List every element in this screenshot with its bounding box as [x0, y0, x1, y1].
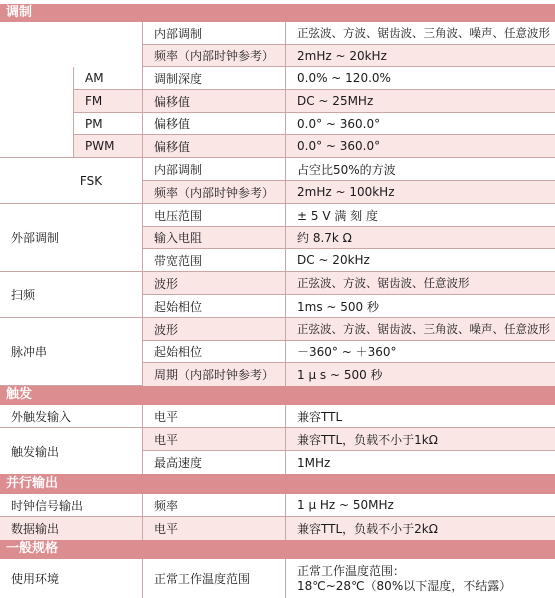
am-value: 0.0% ~ 120.0% [286, 67, 555, 90]
pwm-param: 偏移值 [143, 135, 286, 158]
section-header-general: 一般规格 [0, 540, 555, 559]
data-output-level-value: 兼容TTL，负载不小于2kΩ [286, 517, 555, 540]
fsk-internal-label: 内部调制 [143, 158, 286, 181]
burst-waveform-label: 波形 [143, 318, 286, 341]
fm-param: 偏移值 [143, 90, 286, 113]
operating-temp-line1: 正常工作温度范围： [297, 563, 406, 578]
burst-period-value: 1 μ s ~ 500 秒 [286, 363, 555, 386]
trigger-output-name: 触发输出 [0, 428, 143, 474]
sweep-waveform-value: 正弦波、方波、锯齿波、任意波形 [286, 272, 555, 295]
pm-param: 偏移值 [143, 113, 286, 135]
pm-name: PM [74, 113, 143, 135]
fsk-frequency-value: 2mHz ~ 100kHz [286, 181, 555, 204]
trigger-output-level-value: 兼容TTL，负载不小于1kΩ [286, 428, 555, 451]
fm-name: FM [74, 90, 143, 113]
pwm-name: PWM [74, 135, 143, 158]
burst-phase-label: 起始相位 [143, 341, 286, 363]
operating-temp-label: 正常工作温度范围 [143, 559, 286, 598]
internal-mod-value: 正弦波、方波、锯齿波、三角波、噪声、任意波形 [286, 22, 555, 45]
sweep-phase-label: 起始相位 [143, 295, 286, 318]
bandwidth-label: 带宽范围 [143, 249, 286, 272]
ext-trigger-level-label: 电平 [143, 405, 286, 428]
section-header-parallel: 并行输出 [0, 474, 555, 494]
mod-frequency-value: 2mHz ~ 20kHz [286, 45, 555, 67]
pwm-value: 0.0° ~ 360.0° [286, 135, 555, 158]
external-mod-name: 外部调制 [0, 204, 143, 272]
burst-name: 脉冲串 [0, 318, 143, 386]
pm-value: 0.0° ~ 360.0° [286, 113, 555, 135]
ext-trigger-input-name: 外触发输入 [0, 405, 143, 428]
clock-output-name: 时钟信号输出 [0, 494, 143, 517]
voltage-range-value: ± 5 V 满 刻 度 [286, 204, 555, 227]
fsk-frequency-label: 频率（内部时钟参考） [143, 181, 286, 204]
sweep-name: 扫频 [0, 272, 143, 318]
am-fm-spacer [0, 67, 74, 158]
bandwidth-value: DC ~ 20kHz [286, 249, 555, 272]
fm-value: DC ~ 25MHz [286, 90, 555, 113]
voltage-range-label: 电压范围 [143, 204, 286, 227]
sweep-waveform-label: 波形 [143, 272, 286, 295]
burst-waveform-value: 正弦波、方波、锯齿波、三角波、噪声、任意波形 [286, 318, 555, 341]
operating-temp-line2: 18℃~28℃（80%以下湿度，不结露） [297, 578, 512, 593]
modulation-group-cell [0, 22, 143, 67]
max-speed-label: 最高速度 [143, 451, 286, 474]
clock-frequency-value: 1 μ Hz ~ 50MHz [286, 494, 555, 517]
section-header-modulation: 调制 [0, 4, 555, 22]
input-impedance-value: 约 8.7k Ω [286, 227, 555, 249]
fsk-name: FSK [0, 158, 143, 204]
clock-frequency-label: 频率 [143, 494, 286, 517]
am-param: 调制深度 [143, 67, 286, 90]
section-header-trigger: 触发 [0, 386, 555, 405]
ext-trigger-level-value: 兼容TTL [286, 405, 555, 428]
data-output-name: 数据输出 [0, 517, 143, 540]
input-impedance-label: 输入电阻 [143, 227, 286, 249]
internal-mod-label: 内部调制 [143, 22, 286, 45]
sweep-phase-value: 1ms ~ 500 秒 [286, 295, 555, 318]
data-output-level-label: 电平 [143, 517, 286, 540]
fsk-internal-value: 占空比50%的方波 [286, 158, 555, 181]
max-speed-value: 1MHz [297, 455, 331, 470]
burst-phase-value: －360° ~ ＋360° [286, 341, 555, 363]
trigger-output-level-label: 电平 [143, 428, 286, 451]
mod-frequency-label: 频率（内部时钟参考） [143, 45, 286, 67]
burst-period-label: 周期（内部时钟参考） [143, 363, 286, 386]
am-name: AM [74, 67, 143, 90]
operating-temp-value [286, 559, 555, 598]
environment-name: 使用环境 [0, 559, 143, 598]
